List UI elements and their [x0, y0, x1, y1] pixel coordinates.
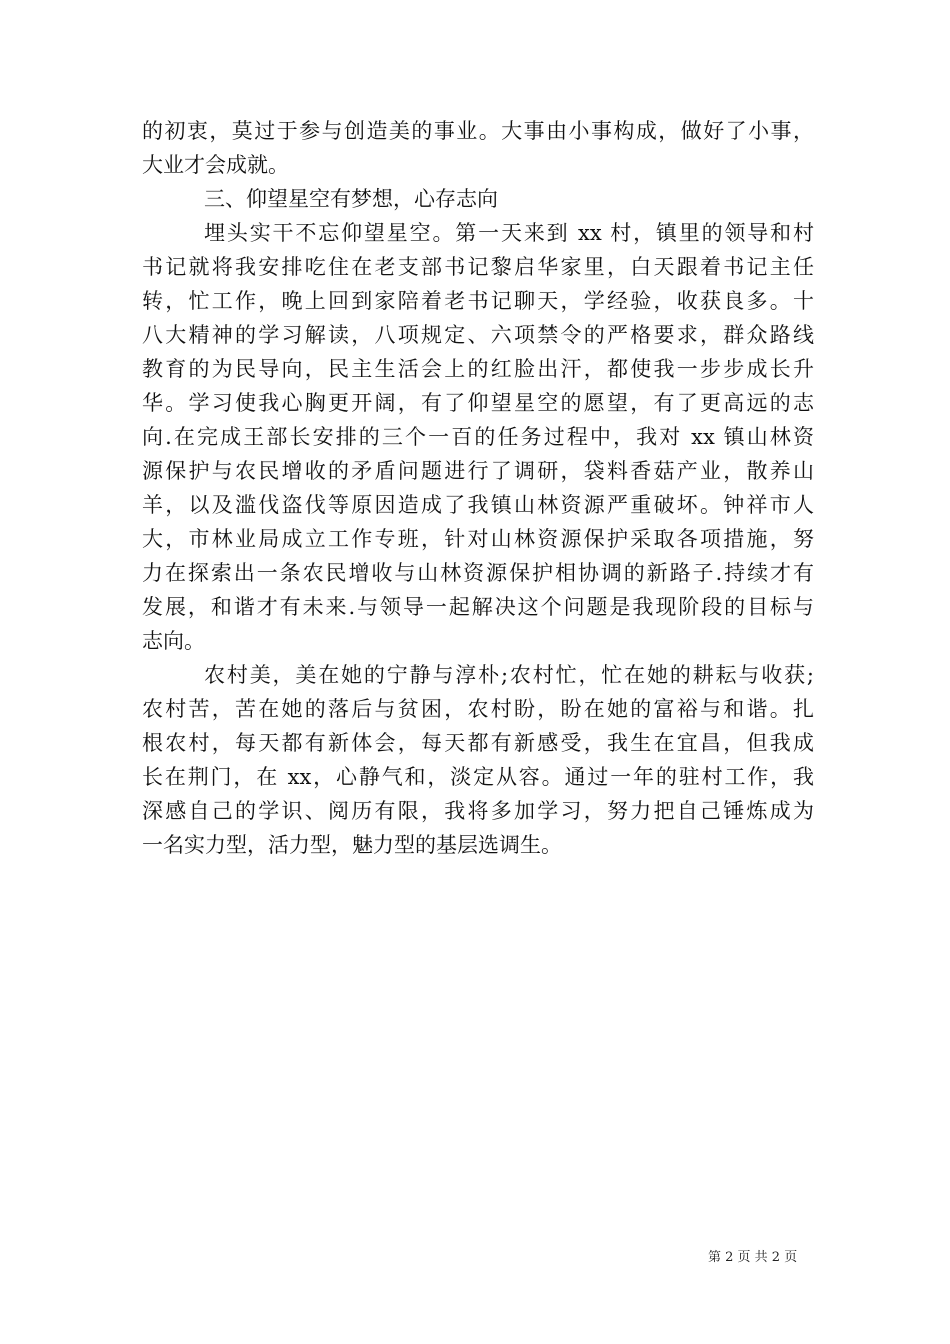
text-line: 向.在完成王部长安排的三个一百的任务过程中，我对 xx 镇山林资 [142, 425, 814, 449]
text-line: 源保护与农民增收的矛盾问题进行了调研，袋料香菇产业，散养山 [142, 459, 814, 483]
paragraph-intro [142, 114, 814, 182]
text-line: 的初衷，莫过于参与创造美的事业。大事由小事构成，做好了小事， [142, 119, 814, 143]
paragraph-aspiration [142, 216, 814, 658]
paragraph-countryside [142, 658, 814, 862]
text-line: 埋头实干不忘仰望星空。第一天来到 xx 村，镇里的领导和村 [204, 221, 814, 245]
text-line: 转，忙工作，晚上回到家陪着老书记聊天，学经验，收获良多。十 [142, 289, 814, 313]
text-line: 志向。 [142, 629, 205, 653]
text-line: 华。学习使我心胸更开阔，有了仰望星空的愿望，有了更高远的志 [142, 391, 814, 415]
text-line: 深感自己的学识、阅历有限，我将多加学习，努力把自己锤炼成为 [142, 799, 814, 823]
text-line: 羊，以及滥伐盗伐等原因造成了我镇山林资源严重破坏。钟祥市人 [142, 493, 814, 517]
text-line: 八大精神的学习解读，八项规定、六项禁令的严格要求，群众路线 [142, 323, 814, 347]
text-line: 发展，和谐才有未来.与领导一起解决这个问题是我现阶段的目标与 [142, 595, 814, 619]
section-heading: 三、仰望星空有梦想，心存志向 [204, 187, 498, 211]
text-line: 大，市林业局成立工作专班，针对山林资源保护采取各项措施，努 [142, 527, 814, 551]
text-line: 教育的为民导向，民主生活会上的红脸出汗，都使我一步步成长升 [142, 357, 814, 381]
document-body [142, 114, 814, 862]
text-line: 根农村，每天都有新体会，每天都有新感受，我生在宜昌，但我成 [142, 731, 814, 755]
text-line: 书记就将我安排吃住在老支部书记黎启华家里，白天跟着书记主任 [142, 255, 814, 279]
text-line: 大业才会成就。 [142, 153, 289, 177]
text-line: 一名实力型，活力型，魅力型的基层选调生。 [142, 833, 562, 857]
text-line: 农村美，美在她的宁静与淳朴;农村忙，忙在她的耕耘与收获; [204, 663, 814, 687]
text-line: 农村苦，苦在她的落后与贫困，农村盼，盼在她的富裕与和谐。扎 [142, 697, 814, 721]
page-number-footer: 第 2 页 共 2 页 [708, 1250, 798, 1265]
text-line: 力在探索出一条农民增收与山林资源保护相协调的新路子.持续才有 [142, 561, 814, 585]
text-line: 长在荆门，在 xx，心静气和，淡定从容。通过一年的驻村工作，我 [142, 765, 814, 789]
